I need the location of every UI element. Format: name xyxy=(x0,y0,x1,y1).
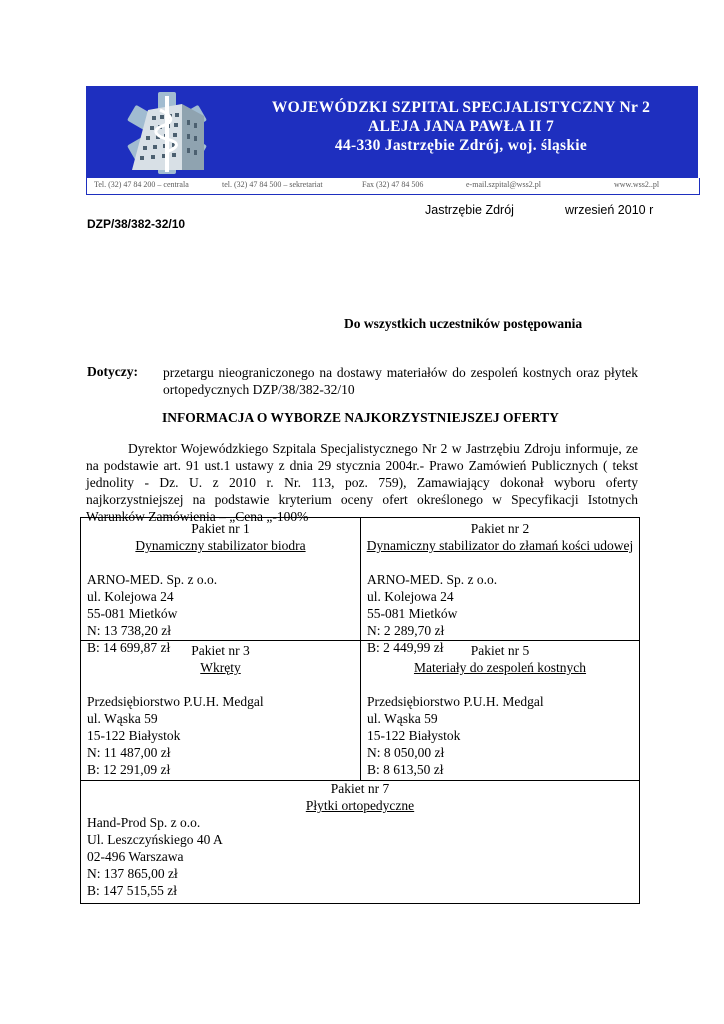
package-gross-price: B: 8 613,50 zł xyxy=(367,762,444,777)
subject-text: przetargu nieograniczonego na dostawy materiałów do zespoleń kostnych oraz płytek ortopedycznych DZP/38/382-32/10 xyxy=(163,365,638,397)
package-title: Pakiet nr 7 xyxy=(330,781,390,796)
package-company: Hand-Prod Sp. z o.o. xyxy=(87,815,201,830)
package-company: ARNO-MED. Sp. z o.o. xyxy=(367,572,498,587)
package-gross-price: B: 2 449,99 zł xyxy=(367,640,444,655)
package-street: Ul. Leszczyńskiego 40 A xyxy=(87,832,223,847)
package-net-price: N: 2 289,70 zł xyxy=(367,623,445,638)
package-subject: Materiały do zespoleń kostnych xyxy=(413,660,587,675)
package-subject: Dynamiczny stabilizator biodra xyxy=(135,538,306,553)
document-heading: INFORMACJA O WYBORZE NAJKORZYSTNIEJSZEJ OFERTY xyxy=(162,410,559,425)
hospital-header xyxy=(236,98,686,155)
contact-www: www.wss2..pl xyxy=(614,180,660,189)
package-subject: Wkręty xyxy=(200,660,241,675)
package-gross-price: B: 147 515,55 zł xyxy=(87,883,177,898)
package-street: ul. Kolejowa 24 xyxy=(87,589,174,604)
contact-tel-central: Tel. (32) 47 84 200 – centrala xyxy=(94,180,189,189)
package-net-price: N: 11 487,00 zł xyxy=(87,745,171,760)
hospital-city: 44-330 Jastrzębie Zdrój, woj. śląskie xyxy=(334,137,588,154)
hospital-logo-icon xyxy=(108,90,226,176)
recipients-line: Do wszystkich uczestników postępowania xyxy=(344,316,583,331)
package-cell-2 xyxy=(361,520,639,656)
package-cell-7 xyxy=(81,780,639,899)
package-title: Pakiet nr 5 xyxy=(470,643,530,658)
intro-paragraph: Dyrektor Wojewódzkiego Szpitala Specjalistycznego Nr 2 w Jastrzębiu Zdroju informuje, ze na podstawie art. 91 ust.1 ustawy z dnia 29 stycznia 2004r.- Prawo Zamówień Publicznych ( tekst jednolity - Dz. U. z 2010 r. Nr. 113, poz. 759), Zamawiający dokonał wyboru oferty najkorzystniejszej na podstawie kryterium oceny ofert określonego w Specyfikacji Istotnych Warunków Zamówienia – „Cena „-100% xyxy=(86,441,638,524)
package-net-price: N: 13 738,20 zł xyxy=(87,623,171,638)
package-title: Pakiet nr 2 xyxy=(470,521,530,536)
package-title: Pakiet nr 1 xyxy=(191,521,250,536)
package-gross-price: B: 14 699,87 zł xyxy=(87,640,171,655)
hospital-street: ALEJA JANA PAWŁA II 7 xyxy=(367,118,555,135)
package-subject: Dynamiczny stabilizator do złamań kości udowej xyxy=(366,538,634,553)
package-net-price: N: 8 050,00 zł xyxy=(367,745,445,760)
package-company: ARNO-MED. Sp. z o.o. xyxy=(87,572,218,587)
package-city: 55-081 Mietków xyxy=(367,606,458,621)
package-subject: Płytki ortopedyczne xyxy=(305,798,415,813)
package-gross-price: B: 12 291,09 zł xyxy=(87,762,171,777)
contact-email: e-mail.szpital@wss2.pl xyxy=(466,180,541,189)
contact-tel-secretariat: tel. (32) 47 84 500 – sekretariat xyxy=(222,180,323,189)
package-street: ul. Kolejowa 24 xyxy=(367,589,454,604)
hospital-name: WOJEWÓDZKI SZPITAL SPECJALISTYCZNY Nr 2 xyxy=(271,99,651,116)
package-city: 02-496 Warszawa xyxy=(87,849,184,864)
package-cell-3 xyxy=(81,642,360,778)
package-net-price: N: 137 865,00 zł xyxy=(87,866,178,881)
contact-fax: Fax (32) 47 84 506 xyxy=(362,180,424,189)
document-reference: DZP/38/382-32/10 xyxy=(87,217,186,231)
subject-label: Dotyczy: xyxy=(87,364,138,379)
document-place: Jastrzębie Zdrój xyxy=(425,203,514,217)
package-company: Przedsiębiorstwo P.U.H. Medgal xyxy=(87,694,264,709)
package-street: ul. Wąska 59 xyxy=(87,711,158,726)
package-city: 15-122 Białystok xyxy=(367,728,461,743)
package-cell-1 xyxy=(81,520,360,656)
document-date: wrzesień 2010 r xyxy=(565,203,654,217)
package-street: ul. Wąska 59 xyxy=(367,711,438,726)
package-cell-5 xyxy=(361,642,639,778)
package-city: 15-122 Białystok xyxy=(87,728,181,743)
package-title: Pakiet nr 3 xyxy=(191,643,250,658)
package-company: Przedsiębiorstwo P.U.H. Medgal xyxy=(367,694,544,709)
package-city: 55-081 Mietków xyxy=(87,606,178,621)
